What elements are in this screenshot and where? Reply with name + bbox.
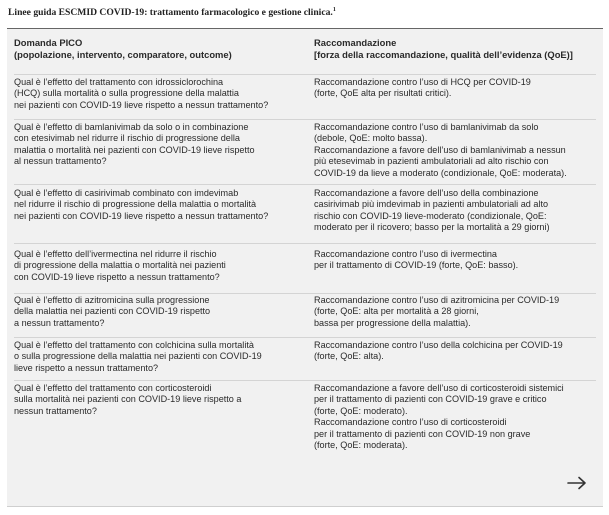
recommendation-colchicina: Raccomandazione contro l’uso della colchicina per COVID-19 (forte, QoE: alta). bbox=[314, 340, 563, 362]
title-text: Linee guida ESCMID COVID-19: trattamento farmacologico e gestione clinica. bbox=[8, 7, 333, 19]
recommendation-ivermectina: Raccomandazione contro l’uso di ivermectina per il trattamento di COVID-19 (forte, QoE: basso). bbox=[314, 249, 519, 271]
pico-question-bamlanivimab: Qual è l’effetto di bamlanivimab da solo o in combinazione con etesivimab nel ridurre il rischio di progressione della malattia o mortalità nei pazienti con COVID-19 lieve rispetto al nessun trattamento? bbox=[14, 122, 255, 167]
recommendation-bamlanivimab: Raccomandazione contro l’uso di bamlanivimab da solo (debole, QoE: molto bassa). Raccomandazione a favore dell’uso di bamlanivimab a nessun più etesevimab in pazienti ambulatoriali ad alto rischio con COVID-19 da lieve a moderato (condizionale, QoE: moderata). bbox=[314, 122, 567, 178]
table-row bbox=[14, 188, 596, 244]
recommendation-hcq: Raccomandazione contro l’uso di HCQ per COVID-19 (forte, QoE alta per risultati critici). bbox=[314, 77, 531, 99]
pico-question-corticosteroidi: Qual è l’effetto del trattamento con corticosteroidi sulla mortalità nei pazienti con COVID-19 lieve rispetto a nessun trattamento? bbox=[14, 383, 242, 416]
pico-question-colchicina: Qual è l’effetto del trattamento con colchicina sulla mortalità o sulla progressione della malattia nei pazienti con COVID-19 lieve rispetto a nessun trattamento? bbox=[14, 340, 262, 373]
table-row bbox=[14, 383, 596, 463]
table-row bbox=[14, 122, 596, 185]
recommendation-casirivimab: Raccomandazione a favore dell’uso della combinazione casirivimab più imdevimab in pazienti ambulatoriali ad alto rischio con COVID-19 lieve-moderato (condizionale, QoE: moderato per il ricovero; basso per la mortalità a 29 giorni) bbox=[314, 188, 550, 233]
header-recommendation: Raccomandazione [forza della raccomandazione, qualità dell’evidenza (QoE)] bbox=[314, 37, 573, 60]
pico-question-azitromicina: Qual è l’effetto di azitromicina sulla progressione della malattia nei pazienti con COVID-19 rispetto a nessun trattamento? bbox=[14, 295, 211, 328]
table-row bbox=[14, 77, 596, 120]
guideline-table bbox=[7, 28, 603, 507]
table-header-row bbox=[14, 37, 596, 75]
recommendation-corticosteroidi: Raccomandazione a favore dell’uso di corticosteroidi sistemici per il trattamento di pazienti con COVID-19 grave e critico (forte, QoE: moderato). Raccomandazione contro l’uso di corticosteroidi per il trattamento di pazienti con COVID-19 non grave (forte, QoE: moderata). bbox=[314, 383, 564, 451]
recommendation-azitromicina: Raccomandazione contro l’uso di azitromicina per COVID-19 (forte, QoE: alta per mortalità a 28 giorni, bassa per progressione della malattia). bbox=[314, 295, 560, 328]
title-reference: 1 bbox=[332, 7, 336, 13]
arrow-right-icon[interactable] bbox=[567, 476, 587, 490]
pico-question-casirivimab: Qual è l’effetto di casirivimab combinato con imdevimab nel ridurre il rischio di progressione della malattia o mortalità nei pazienti con COVID-19 lieve rispetto a nessun trattamento? bbox=[14, 188, 269, 221]
pico-question-ivermectina: Qual è l’effetto dell’ivermectina nel ridurre il rischio di progressione della malattia o mortalità nei pazienti con COVID-19 lieve rispetto a nessun trattamento? bbox=[14, 249, 226, 282]
pico-question-hcq: Qual è l’effetto del trattamento con idrossiclorochina (HCQ) sulla mortalità o sulla progressione della malattia nei pazienti con COVID-19 lieve rispetto a nessun trattamento? bbox=[14, 77, 269, 110]
table-row bbox=[14, 249, 596, 294]
header-pico-question: Domanda PICO (popolazione, intervento, comparatore, outcome) bbox=[14, 37, 232, 60]
table-row bbox=[14, 295, 596, 338]
table-row bbox=[14, 340, 596, 381]
page-title bbox=[8, 7, 336, 18]
